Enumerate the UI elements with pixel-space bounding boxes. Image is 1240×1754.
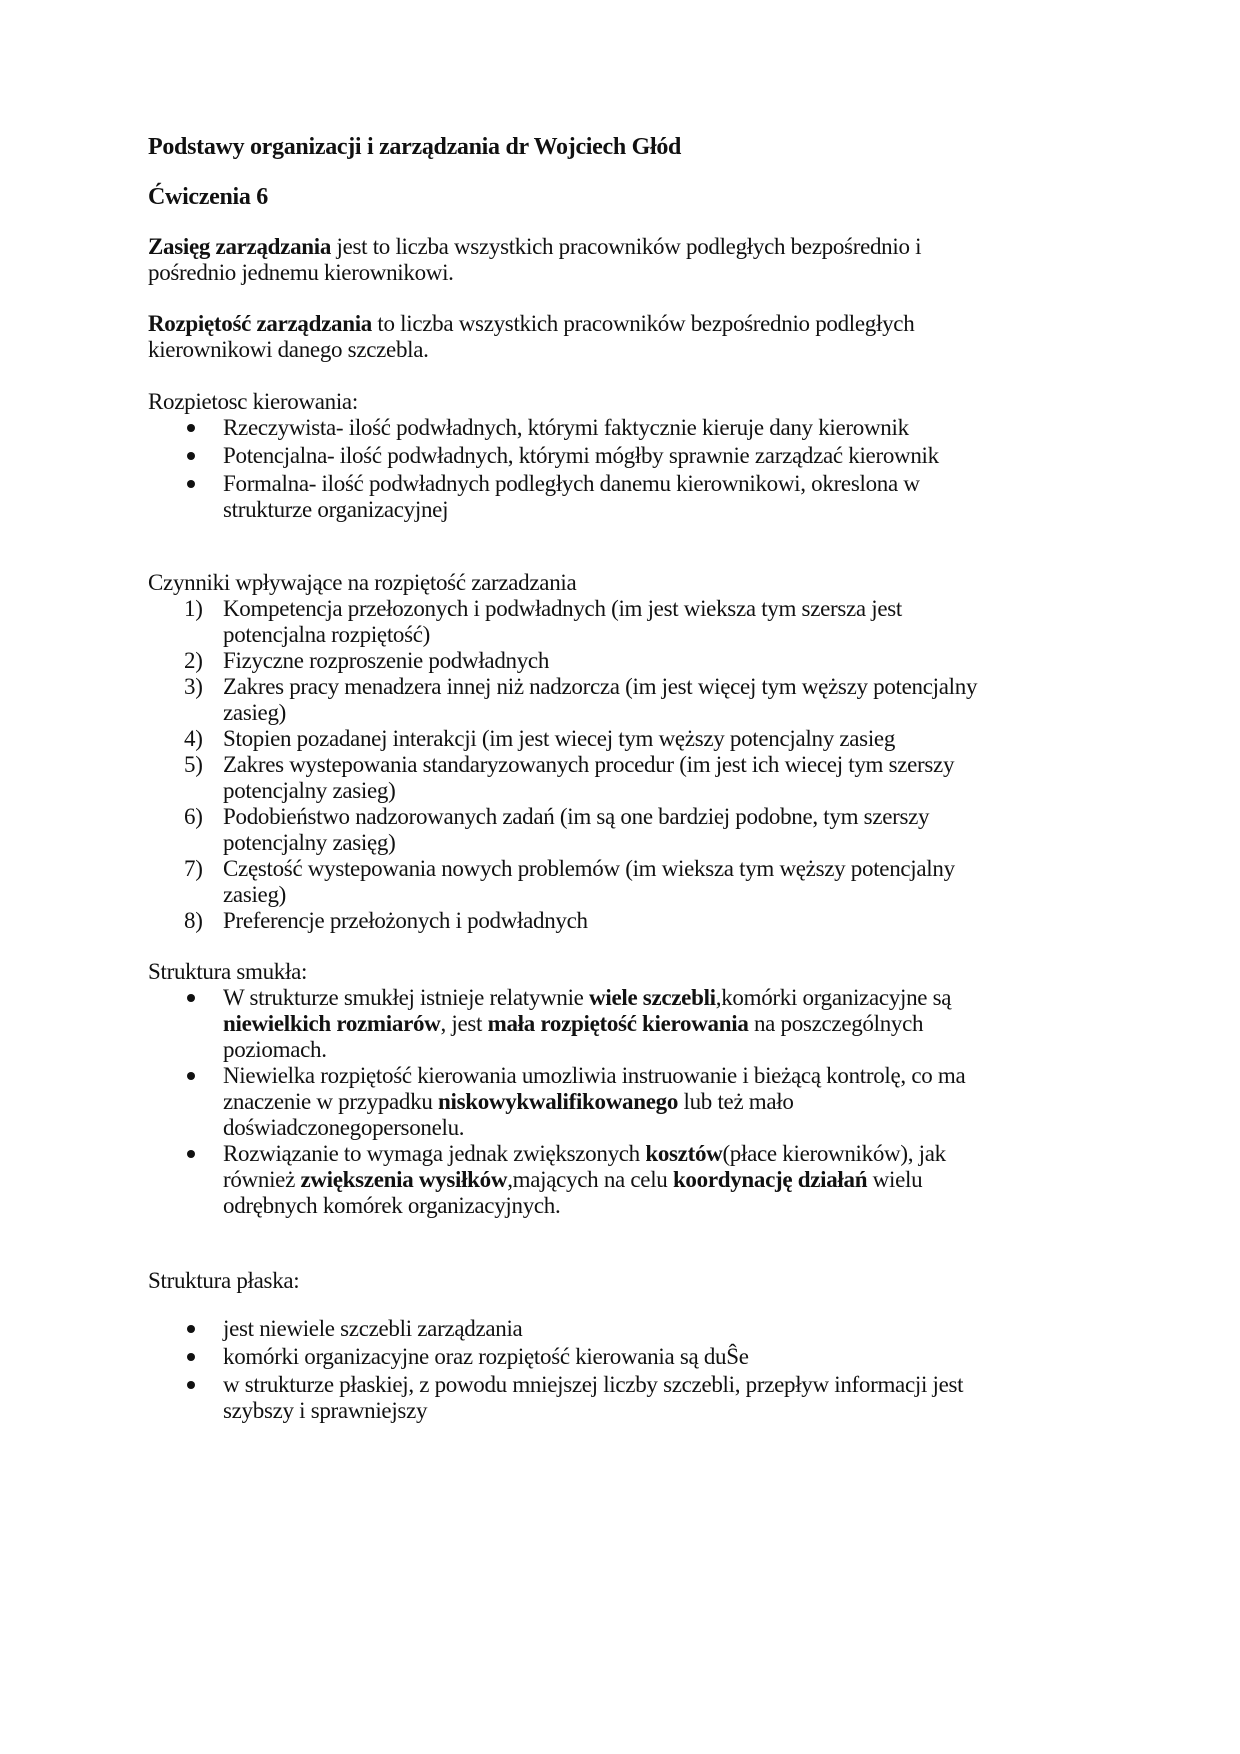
- list-item-cont: odrębnych komórek organizacyjnych.: [223, 1193, 561, 1218]
- term: Zasięg zarządzania: [148, 234, 332, 259]
- bullet-icon: [187, 1353, 195, 1361]
- item-number: 4): [184, 726, 203, 751]
- list-item: Fizyczne rozproszenie podwładnych: [223, 648, 550, 673]
- list-item-cont: potencjalny zasięg): [223, 830, 396, 855]
- bullet-icon: [187, 1072, 195, 1080]
- list-item-cont: niewielkich rozmiarów, jest mała rozpiętość kierowania na poszczególnych: [223, 1011, 924, 1036]
- bullet-icon: [187, 424, 195, 432]
- item-number: 2): [184, 648, 203, 673]
- section-heading: Struktura smukła:: [148, 959, 308, 984]
- list-item: Potencjalna- ilość podwładnych, którymi mógłby sprawnie zarządzać kierownik: [223, 443, 939, 468]
- bullet-icon: [187, 1325, 195, 1333]
- document-title: Podstawy organizacji i zarządzania dr Wojciech Głód: [148, 134, 682, 160]
- list-item-cont: szybszy i sprawniejszy: [223, 1398, 428, 1423]
- section-heading: Rozpietosc kierowania:: [148, 389, 358, 414]
- list-item: Rzeczywista- ilość podwładnych, którymi faktycznie kieruje dany kierownik: [223, 415, 909, 440]
- definition-zasieg: [148, 233, 921, 261]
- list-item: komórki organizacyjne oraz rozpiętość kierowania są duŜe: [223, 1344, 749, 1369]
- definition-rozpietosc-cont: kierownikowi danego szczebla.: [148, 337, 429, 362]
- list-item: Preferencje przełożonych i podwładnych: [223, 908, 588, 933]
- list-item: Niewielka rozpiętość kierowania umozliwia instruowanie i bieżącą kontrolę, co ma: [223, 1063, 966, 1088]
- list-item: Formalna- ilość podwładnych podległych danemu kierownikowi, okreslona w: [223, 471, 920, 496]
- list-item-cont: strukturze organizacyjnej: [223, 497, 449, 522]
- item-number: 7): [184, 856, 203, 881]
- list-item: W strukturze smukłej istnieje relatywnie wiele szczebli,komórki organizacyjne są: [223, 985, 952, 1010]
- item-number: 8): [184, 908, 203, 933]
- list-item-cont: znaczenie w przypadku niskowykwalifikowanego lub też mało: [223, 1089, 794, 1114]
- section-heading: Czynniki wpływające na rozpiętość zarzadzania: [148, 570, 577, 595]
- list-item-cont: zasieg): [223, 700, 287, 725]
- list-item: jest niewiele szczebli zarządzania: [223, 1316, 523, 1341]
- item-number: 6): [184, 804, 203, 829]
- definition-rozpietosc: [148, 310, 914, 338]
- term: Rozpiętość zarządzania: [148, 311, 372, 336]
- list-item: Zakres wystepowania standaryzowanych procedur (im jest ich wiecej tym szerszy: [223, 752, 955, 777]
- bullet-icon: [187, 1381, 195, 1389]
- bullet-icon: [187, 1150, 195, 1158]
- item-number: 5): [184, 752, 203, 777]
- list-item-cont: potencjalny zasieg): [223, 778, 396, 803]
- list-item-cont: również zwiększenia wysiłków,mających na celu koordynację działań wielu: [223, 1167, 923, 1192]
- bullet-icon: [187, 480, 195, 488]
- definition-zasieg-cont: pośrednio jednemu kierownikowi.: [148, 260, 454, 285]
- list-item-cont: zasieg): [223, 882, 287, 907]
- list-item-cont: doświadczonegopersonelu.: [223, 1115, 465, 1140]
- list-item: Rozwiązanie to wymaga jednak zwiększonych kosztów(płace kierowników), jak: [223, 1141, 946, 1166]
- item-number: 1): [184, 596, 203, 621]
- definition-text: to liczba wszystkich pracowników bezpośrednio podległych: [371, 311, 915, 336]
- list-item: Kompetencja przełozonych i podwładnych (im jest wieksza tym szersza jest: [223, 596, 903, 621]
- list-item: Podobieństwo nadzorowanych zadań (im są one bardziej podobne, tym szerszy: [223, 804, 930, 829]
- list-item-cont: poziomach.: [223, 1037, 327, 1062]
- section-heading: Struktura płaska:: [148, 1268, 300, 1293]
- list-item: Zakres pracy menadzera innej niż nadzorcza (im jest więcej tym węższy potencjalny: [223, 674, 978, 699]
- document-subtitle: Ćwiczenia 6: [148, 184, 269, 210]
- list-item: w strukturze płaskiej, z powodu mniejszej liczby szczebli, przepływ informacji jest: [223, 1372, 964, 1397]
- bullet-icon: [187, 452, 195, 460]
- list-item-cont: potencjalna rozpiętość): [223, 622, 431, 647]
- definition-text: jest to liczba wszystkich pracowników podległych bezpośrednio i: [331, 234, 922, 259]
- list-item: Częstość wystepowania nowych problemów (im wieksza tym węższy potencjalny: [223, 856, 955, 881]
- bullet-icon: [187, 994, 195, 1002]
- item-number: 3): [184, 674, 203, 699]
- list-item: Stopien pozadanej interakcji (im jest wiecej tym węższy potencjalny zasieg: [223, 726, 896, 751]
